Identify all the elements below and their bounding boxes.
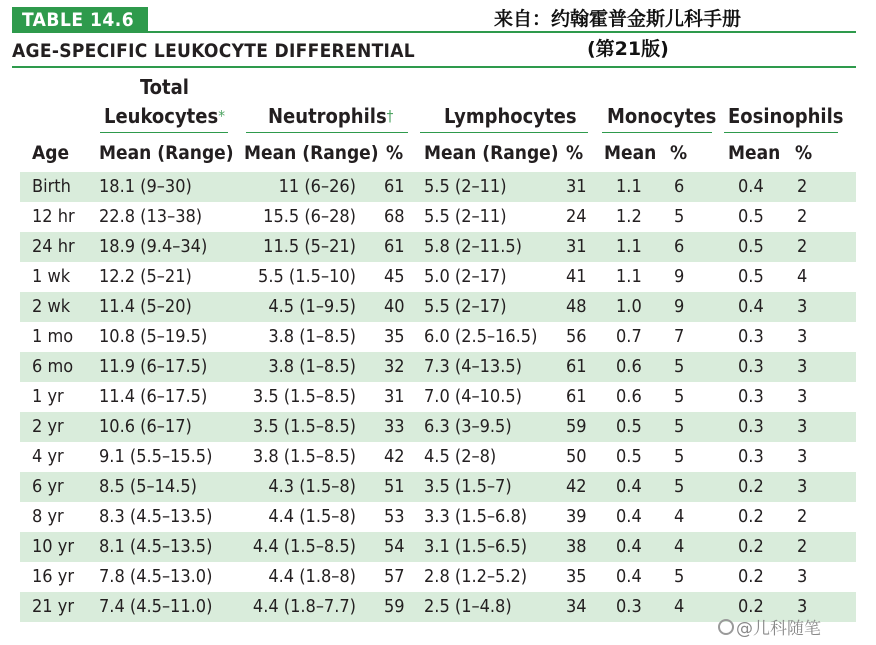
eosinophils-mean-header: Mean — [728, 142, 781, 164]
cell-eos-pct: 2 — [797, 176, 808, 197]
cell-mono-pct: 6 — [674, 176, 685, 197]
header-rule — [148, 31, 856, 33]
table-number-label: TABLE 14.6 — [12, 7, 148, 33]
cell-mono-mean: 0.5 — [616, 446, 642, 467]
cell-total: 9.1 (5.5–15.5) — [99, 446, 213, 467]
cell-eos-mean: 0.5 — [738, 236, 764, 257]
cell-age: Birth — [32, 176, 71, 197]
monocytes-mean-header: Mean — [604, 142, 657, 164]
cell-eos-pct: 2 — [797, 506, 808, 527]
cell-eos-mean: 0.2 — [738, 476, 764, 497]
cell-neut-pct: 57 — [384, 566, 405, 587]
cell-eos-pct: 3 — [797, 296, 808, 317]
cell-lymph-pct: 50 — [566, 446, 587, 467]
cell-mono-mean: 0.5 — [616, 416, 642, 437]
cell-eos-mean: 0.3 — [738, 386, 764, 407]
cell-mono-pct: 4 — [674, 536, 685, 557]
cell-age: 1 yr — [32, 386, 64, 407]
lymphocytes-mean-header: Mean (Range) — [424, 142, 559, 164]
cell-eos-pct: 3 — [797, 356, 808, 377]
source-note: 来自：约翰霍普金斯儿科手册 — [494, 8, 742, 30]
cell-lymph-mean: 5.0 (2–17) — [424, 266, 507, 287]
cell-mono-mean: 0.6 — [616, 356, 642, 377]
cell-neut-pct: 53 — [384, 506, 405, 527]
cell-neut-pct: 61 — [384, 236, 405, 257]
cell-mono-pct: 9 — [674, 296, 685, 317]
cell-total: 10.6 (6–17) — [99, 416, 192, 437]
cell-mono-mean: 1.0 — [616, 296, 642, 317]
table-row — [20, 172, 856, 202]
cell-neut-mean: 3.8 (1.5–8.5) — [252, 446, 356, 467]
cell-mono-pct: 5 — [674, 446, 685, 467]
table-body — [20, 172, 856, 622]
cell-lymph-pct: 31 — [566, 176, 587, 197]
cell-lymph-mean: 6.3 (3–9.5) — [424, 416, 512, 437]
cell-mono-pct: 5 — [674, 566, 685, 587]
cell-neut-mean: 4.4 (1.5–8.5) — [252, 536, 356, 557]
cell-lymph-pct: 35 — [566, 566, 587, 587]
total-group-rule — [100, 132, 228, 133]
neutrophils-header-text: Neutrophils — [268, 104, 387, 128]
cell-neut-pct: 61 — [384, 176, 405, 197]
cell-neut-pct: 54 — [384, 536, 405, 557]
cell-neut-pct: 40 — [384, 296, 405, 317]
cell-total: 11.9 (6–17.5) — [99, 356, 208, 377]
table-row — [20, 592, 856, 622]
cell-neut-pct: 35 — [384, 326, 405, 347]
cell-lymph-mean: 6.0 (2.5–16.5) — [424, 326, 538, 347]
eosinophils-group-rule — [724, 132, 838, 133]
cell-lymph-mean: 4.5 (2–8) — [424, 446, 497, 467]
edition-note: (第21版) — [587, 38, 669, 60]
cell-mono-pct: 5 — [674, 206, 685, 227]
cell-mono-mean: 0.3 — [616, 596, 642, 617]
cell-eos-mean: 0.3 — [738, 356, 764, 377]
cell-lymph-mean: 5.8 (2–11.5) — [424, 236, 522, 257]
cell-lymph-pct: 61 — [566, 356, 587, 377]
cell-mono-pct: 6 — [674, 236, 685, 257]
cell-eos-mean: 0.4 — [738, 176, 764, 197]
cell-neut-pct: 59 — [384, 596, 405, 617]
cell-lymph-pct: 41 — [566, 266, 587, 287]
cell-age: 6 mo — [32, 356, 74, 377]
cell-total: 18.1 (9–30) — [99, 176, 192, 197]
cell-neut-mean: 3.5 (1.5–8.5) — [252, 416, 356, 437]
monocytes-header: Monocytes — [607, 104, 717, 128]
cell-lymph-mean: 5.5 (2–17) — [424, 296, 507, 317]
cell-lymph-mean: 7.3 (4–13.5) — [424, 356, 522, 377]
cell-neut-mean: 3.5 (1.5–8.5) — [252, 386, 356, 407]
cell-age: 21 yr — [32, 596, 74, 617]
cell-lymph-pct: 59 — [566, 416, 587, 437]
cell-age: 1 mo — [32, 326, 74, 347]
cell-eos-pct: 4 — [797, 266, 808, 287]
cell-eos-pct: 3 — [797, 416, 808, 437]
watermark: @儿科随笔 — [736, 619, 821, 639]
cell-total: 18.9 (9.4–34) — [99, 236, 208, 257]
lymphocytes-header: Lymphocytes — [444, 104, 577, 128]
cell-neut-pct: 32 — [384, 356, 405, 377]
cell-neut-mean: 3.8 (1–8.5) — [268, 326, 356, 347]
cell-neut-pct: 31 — [384, 386, 405, 407]
cell-lymph-pct: 38 — [566, 536, 587, 557]
monocytes-pct-header: % — [670, 142, 688, 164]
weibo-icon — [718, 619, 734, 635]
cell-neut-mean: 4.3 (1.5–8) — [268, 476, 356, 497]
table-row — [20, 262, 856, 292]
eosinophils-pct-header: % — [795, 142, 813, 164]
footnote-mark-asterisk: * — [218, 107, 225, 125]
cell-eos-pct: 3 — [797, 566, 808, 587]
cell-age: 4 yr — [32, 446, 64, 467]
cell-mono-mean: 1.1 — [616, 236, 642, 257]
cell-total: 8.1 (4.5–13.5) — [99, 536, 213, 557]
cell-neut-mean: 4.4 (1.5–8) — [268, 506, 356, 527]
cell-neut-mean: 11.5 (5–21) — [263, 236, 356, 257]
cell-total: 11.4 (5–20) — [99, 296, 192, 317]
cell-eos-mean: 0.5 — [738, 206, 764, 227]
cell-age: 1 wk — [32, 266, 71, 287]
cell-lymph-mean: 7.0 (4–10.5) — [424, 386, 522, 407]
cell-eos-mean: 0.5 — [738, 266, 764, 287]
cell-eos-pct: 3 — [797, 446, 808, 467]
table-row — [20, 232, 856, 262]
table-row — [20, 562, 856, 592]
cell-total: 8.3 (4.5–13.5) — [99, 506, 213, 527]
neutrophils-mean-header: Mean (Range) — [244, 142, 379, 164]
table-row — [20, 352, 856, 382]
total-mean-header: Mean (Range) — [99, 142, 234, 164]
cell-mono-pct: 4 — [674, 506, 685, 527]
cell-eos-pct: 3 — [797, 326, 808, 347]
cell-mono-mean: 0.4 — [616, 536, 642, 557]
cell-mono-mean: 1.1 — [616, 176, 642, 197]
cell-age: 10 yr — [32, 536, 74, 557]
cell-neut-mean: 3.8 (1–8.5) — [268, 356, 356, 377]
age-column-header: Age — [32, 142, 70, 164]
cell-age: 24 hr — [32, 236, 75, 257]
cell-eos-pct: 3 — [797, 476, 808, 497]
cell-lymph-mean: 3.5 (1.5–7) — [424, 476, 512, 497]
eosinophils-header: Eosinophils — [728, 104, 844, 128]
cell-lymph-mean: 3.3 (1.5–6.8) — [424, 506, 528, 527]
cell-mono-mean: 1.1 — [616, 266, 642, 287]
cell-eos-pct: 3 — [797, 596, 808, 617]
table-row — [20, 382, 856, 412]
cell-neut-pct: 51 — [384, 476, 405, 497]
lymphocytes-pct-header: % — [566, 142, 584, 164]
cell-lymph-pct: 31 — [566, 236, 587, 257]
table-row — [20, 472, 856, 502]
cell-total: 11.4 (6–17.5) — [99, 386, 208, 407]
footnote-mark-dagger: † — [386, 107, 394, 125]
cell-age: 2 yr — [32, 416, 64, 437]
table-row — [20, 412, 856, 442]
cell-neut-pct: 42 — [384, 446, 405, 467]
table-row — [20, 202, 856, 232]
cell-neut-pct: 68 — [384, 206, 405, 227]
cell-age: 2 wk — [32, 296, 71, 317]
cell-total: 10.8 (5–19.5) — [99, 326, 208, 347]
cell-mono-pct: 7 — [674, 326, 685, 347]
cell-lymph-pct: 42 — [566, 476, 587, 497]
cell-total: 7.4 (4.5–11.0) — [99, 596, 213, 617]
total-header-text: Leukocytes — [104, 104, 219, 128]
cell-eos-mean: 0.4 — [738, 296, 764, 317]
cell-mono-pct: 5 — [674, 356, 685, 377]
cell-lymph-mean: 2.5 (1–4.8) — [424, 596, 512, 617]
cell-lymph-pct: 24 — [566, 206, 587, 227]
cell-mono-pct: 9 — [674, 266, 685, 287]
cell-neut-mean: 11 (6–26) — [278, 176, 356, 197]
monocytes-group-rule — [602, 132, 712, 133]
cell-neut-mean: 4.5 (1–9.5) — [268, 296, 356, 317]
total-header-line1: Total — [140, 75, 189, 99]
title-rule — [12, 66, 856, 68]
cell-mono-pct: 5 — [674, 386, 685, 407]
cell-eos-mean: 0.3 — [738, 326, 764, 347]
cell-neut-mean: 5.5 (1.5–10) — [258, 266, 356, 287]
cell-eos-mean: 0.2 — [738, 596, 764, 617]
cell-eos-mean: 0.2 — [738, 536, 764, 557]
cell-mono-mean: 0.4 — [616, 506, 642, 527]
table-row — [20, 292, 856, 322]
table-row — [20, 322, 856, 352]
cell-lymph-pct: 39 — [566, 506, 587, 527]
cell-neut-mean: 4.4 (1.8–8) — [268, 566, 356, 587]
table-row — [20, 532, 856, 562]
cell-age: 16 yr — [32, 566, 74, 587]
cell-lymph-pct: 56 — [566, 326, 587, 347]
cell-mono-mean: 0.7 — [616, 326, 642, 347]
neutrophils-header — [268, 103, 393, 129]
table-row — [20, 502, 856, 532]
cell-neut-pct: 45 — [384, 266, 405, 287]
cell-eos-pct: 2 — [797, 236, 808, 257]
cell-lymph-mean: 3.1 (1.5–6.5) — [424, 536, 528, 557]
cell-mono-pct: 5 — [674, 476, 685, 497]
cell-lymph-mean: 2.8 (1.2–5.2) — [424, 566, 528, 587]
cell-lymph-pct: 61 — [566, 386, 587, 407]
cell-total: 8.5 (5–14.5) — [99, 476, 197, 497]
table-title: AGE-SPECIFIC LEUKOCYTE DIFFERENTIAL — [12, 40, 415, 62]
cell-age: 8 yr — [32, 506, 64, 527]
cell-eos-pct: 2 — [797, 206, 808, 227]
table-row — [20, 442, 856, 472]
cell-age: 12 hr — [32, 206, 75, 227]
cell-lymph-mean: 5.5 (2–11) — [424, 176, 507, 197]
cell-total: 7.8 (4.5–13.0) — [99, 566, 213, 587]
cell-mono-pct: 4 — [674, 596, 685, 617]
cell-eos-mean: 0.3 — [738, 416, 764, 437]
cell-neut-mean: 15.5 (6–28) — [263, 206, 356, 227]
cell-total: 12.2 (5–21) — [99, 266, 192, 287]
cell-eos-pct: 3 — [797, 386, 808, 407]
cell-mono-mean: 1.2 — [616, 206, 642, 227]
cell-eos-mean: 0.2 — [738, 566, 764, 587]
cell-age: 6 yr — [32, 476, 64, 497]
total-header-line2 — [104, 103, 225, 129]
cell-lymph-pct: 34 — [566, 596, 587, 617]
lymphocytes-group-rule — [420, 132, 588, 133]
cell-total: 22.8 (13–38) — [99, 206, 203, 227]
cell-mono-mean: 0.4 — [616, 476, 642, 497]
cell-lymph-pct: 48 — [566, 296, 587, 317]
cell-eos-pct: 2 — [797, 536, 808, 557]
cell-eos-mean: 0.3 — [738, 446, 764, 467]
cell-mono-mean: 0.4 — [616, 566, 642, 587]
neutrophils-pct-header: % — [386, 142, 404, 164]
cell-mono-mean: 0.6 — [616, 386, 642, 407]
cell-neut-mean: 4.4 (1.8–7.7) — [252, 596, 356, 617]
cell-lymph-mean: 5.5 (2–11) — [424, 206, 507, 227]
cell-eos-mean: 0.2 — [738, 506, 764, 527]
neutrophils-group-rule — [246, 132, 408, 133]
cell-neut-pct: 33 — [384, 416, 405, 437]
cell-mono-pct: 5 — [674, 416, 685, 437]
